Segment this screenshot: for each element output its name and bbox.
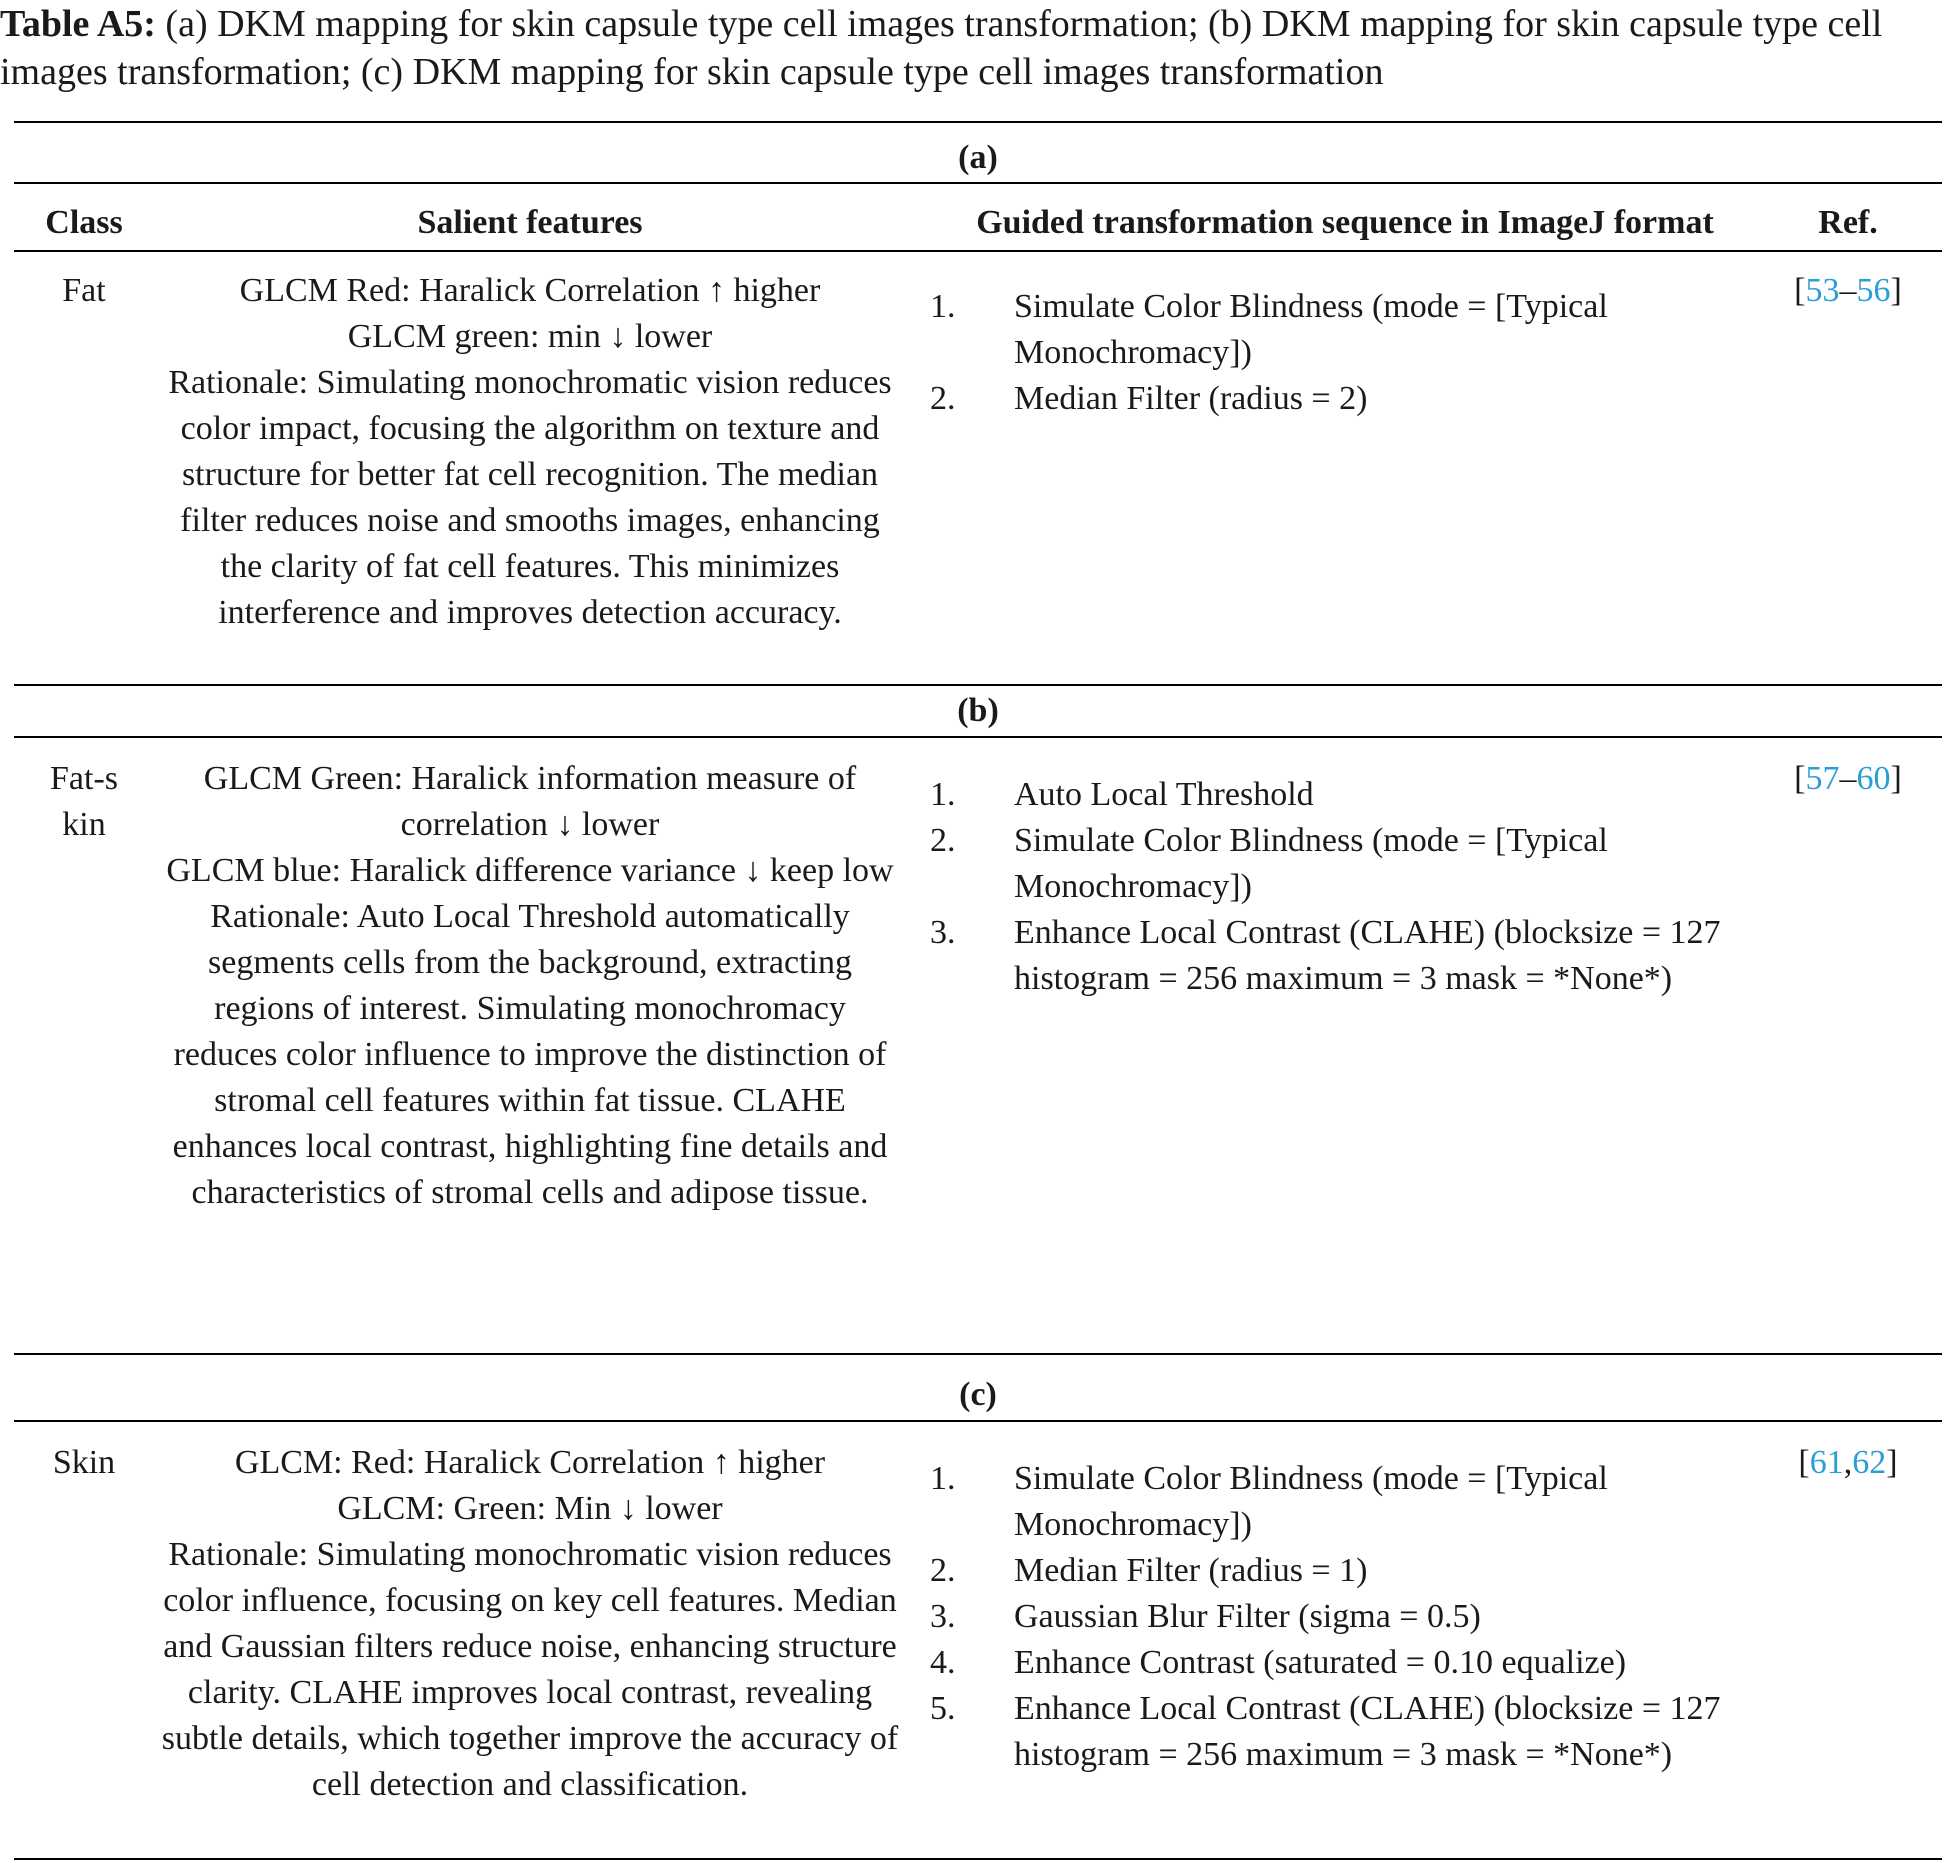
ref-cell-skin [1760, 1440, 1936, 1486]
salient-line: GLCM Green: Haralick information measure of correlation ↓ lower [203, 760, 857, 843]
step-text: Simulate Color Blindness (mode = [Typical Monochromacy]) [1014, 288, 1608, 371]
salient-line: GLCM green: min ↓ lower [347, 318, 713, 355]
header-class: Class [45, 204, 123, 241]
salient-features-skin [160, 1440, 900, 1808]
salient-line: GLCM blue: Haralick difference variance ↓ keep low [166, 852, 894, 889]
bottom-rule [14, 1858, 1942, 1860]
step-item [930, 772, 1730, 818]
step-number: 1. [930, 288, 956, 325]
class-cell-skin: Skin [52, 1444, 116, 1481]
ref-link-61[interactable]: 61 [1809, 1444, 1844, 1481]
ref-bracket: ] [1890, 272, 1902, 309]
salient-line: GLCM: Red: Haralick Correlation ↑ higher [234, 1444, 826, 1481]
rationale-text: Rationale: Auto Local Threshold automatically segments cells from the background, extracting regions of interest. Simulating monochromacy reduces color influence to improve the distinction of stromal cell features within fat tissue. CLAHE enhances local contrast, highlighting fine details and characteristics of stromal cells and adipose tissue. [172, 898, 888, 1211]
ref-bracket: ] [1890, 760, 1902, 797]
ref-link-62[interactable]: 62 [1852, 1444, 1887, 1481]
step-item [930, 1594, 1730, 1640]
step-text: Median Filter (radius = 1) [1014, 1552, 1368, 1589]
step-number: 5. [930, 1690, 956, 1727]
step-number: 3. [930, 1598, 956, 1635]
caption-label: Table A5: [0, 3, 156, 45]
salient-line: GLCM: Green: Min ↓ lower [337, 1490, 723, 1527]
step-text: Simulate Color Blindness (mode = [Typical Monochromacy]) [1014, 822, 1608, 905]
rule-below-b-label [14, 736, 1942, 738]
class-cell-fat-skin [14, 756, 154, 848]
step-number: 1. [930, 1460, 956, 1497]
salient-features-fat [160, 268, 900, 636]
step-text: Enhance Local Contrast (CLAHE) (blocksize = 127 histogram = 256 maximum = 3 mask = *None*) [1014, 1690, 1721, 1773]
step-item [930, 284, 1730, 376]
rationale-text: Rationale: Simulating monochromatic vision reduces color influence, focusing on key cell features. Median and Gaussian filters reduce noise, enhancing structure clarity. CLAHE improves local contrast, revealing subtle details, which together improve the accuracy of cell detection and classification. [161, 1536, 899, 1803]
step-item [930, 910, 1730, 1002]
step-number: 1. [930, 776, 956, 813]
table-caption [0, 0, 1950, 96]
top-rule [14, 121, 1942, 123]
ref-link-57[interactable]: 57 [1805, 760, 1840, 797]
rule-below-c-label [14, 1420, 1942, 1422]
step-text: Auto Local Threshold [1014, 776, 1314, 813]
step-text: Gaussian Blur Filter (sigma = 0.5) [1014, 1598, 1481, 1635]
step-item [930, 376, 1730, 422]
salient-features-fat-skin [160, 756, 900, 1216]
transformation-sequence-fat [930, 284, 1730, 422]
header-salient-features: Salient features [417, 204, 643, 241]
section-b-label: (b) [957, 692, 999, 729]
header-transformation-sequence: Guided transformation sequence in ImageJ format [976, 204, 1714, 241]
step-item [930, 1686, 1730, 1778]
step-item [930, 1548, 1730, 1594]
ref-bracket: [ [1798, 1444, 1810, 1481]
step-number: 2. [930, 822, 956, 859]
step-text: Simulate Color Blindness (mode = [Typical Monochromacy]) [1014, 1460, 1608, 1543]
rationale-text: Rationale: Simulating monochromatic vision reduces color impact, focusing the algorithm on texture and structure for better fat cell recognition. The median filter reduces noise and smooths images, enhancing the clarity of fat cell features. This minimizes interference and improves detection accuracy. [168, 364, 892, 631]
ref-link-53[interactable]: 53 [1805, 272, 1840, 309]
header-rule [14, 250, 1942, 252]
step-number: 4. [930, 1644, 956, 1681]
ref-link-60[interactable]: 60 [1856, 760, 1891, 797]
header-ref: Ref. [1818, 204, 1878, 241]
section-a-label: (a) [958, 139, 998, 176]
step-text: Enhance Contrast (saturated = 0.10 equalize) [1014, 1644, 1627, 1681]
ref-cell-fat-skin [1760, 756, 1936, 802]
class-text: Fat-skin [50, 760, 118, 843]
step-number: 3. [930, 914, 956, 951]
step-text: Enhance Local Contrast (CLAHE) (blocksize = 127 histogram = 256 maximum = 3 mask = *None*) [1014, 914, 1721, 997]
ref-bracket: [ [1794, 760, 1806, 797]
ref-bracket: ] [1886, 1444, 1898, 1481]
ref-link-56[interactable]: 56 [1856, 272, 1891, 309]
step-number: 2. [930, 1552, 956, 1589]
step-item [930, 1640, 1730, 1686]
salient-line: GLCM Red: Haralick Correlation ↑ higher [239, 272, 821, 309]
rule-below-a-label [14, 182, 1942, 184]
rule-end-a [14, 684, 1942, 686]
section-c-label: (c) [959, 1376, 997, 1413]
transformation-sequence-fat-skin [930, 772, 1730, 1002]
step-number: 2. [930, 380, 956, 417]
ref-cell-fat [1760, 268, 1936, 314]
ref-bracket: [ [1794, 272, 1806, 309]
rule-end-b [14, 1353, 1942, 1355]
ref-separator: , [1843, 1444, 1853, 1481]
ref-separator: – [1839, 272, 1857, 309]
caption-text: (a) DKM mapping for skin capsule type cell images transformation; (b) DKM mapping for skin capsule type cell images transformation; (c) DKM mapping for skin capsule type cell images transformation [0, 3, 1883, 93]
transformation-sequence-skin [930, 1456, 1730, 1778]
step-item [930, 818, 1730, 910]
class-cell-fat: Fat [62, 272, 106, 309]
step-text: Median Filter (radius = 2) [1014, 380, 1368, 417]
ref-separator: – [1839, 760, 1857, 797]
step-item [930, 1456, 1730, 1548]
